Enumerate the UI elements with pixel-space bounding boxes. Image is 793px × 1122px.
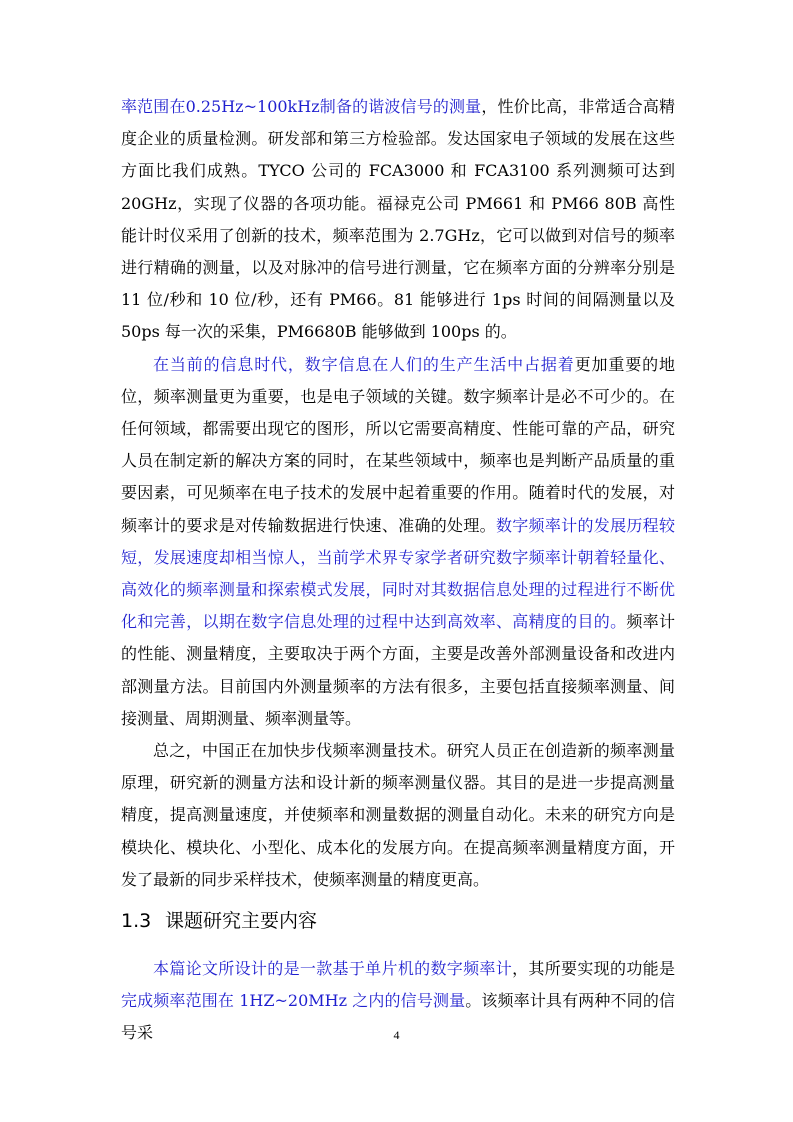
section-heading (121, 905, 317, 937)
paragraph-text: 频率计的性能、测量精度，主要取决于两个方面，主要是改善外部测量设备和改进内部测量方法。目前国内外测量频率的方法有很多，主要包括直接频率测量、间接测量、周期测量、频率测量等。 (121, 612, 675, 728)
paragraph-text: 总之，中国正在加快步伐频率测量技术。研究人员正在创造新的频率测量原理，研究新的测量方法和设计新的频率测量仪器。其目的是进一步提高测量精度，提高测量速度，并使频率和测量数据的测量自动化。未来的研究方向是模块化、模块化、小型化、成本化的发展方向。在提高频率测量精度方面，开发了最新的同步采样技术，使频率测量的精度更高。 (121, 741, 675, 889)
section-number: 1.3 (121, 910, 152, 932)
paragraph-2 (121, 349, 675, 735)
paragraph-3 (121, 735, 675, 896)
paragraph-text: ，性价比高，非常适合高精度企业的质量检测。研发部和第三方检验部。发达国家电子领域的发展在这些方面比我们成熟。TYCO 公司的 FCA3000 和 FCA3100 系列测频可达到 20GHz，实现了仪器的各项功能。福禄克公司 PM661 和 PM66 80B 高性能计时仪采用了创新的技术，频率范围为 2.7GHz，它可以做到对信号的频率进行精确的测量，以及对脉冲的信号进行测量，它在频率方面的分辨率分别是 11 位/秒和 10 位/秒，还有 PM66。81 能够进行 1ps 时间的间隔测量以及 50ps 每一次的采集，PM6680B 能够做到 100ps 的。 (121, 97, 675, 342)
page-number: 4 (393, 1028, 400, 1042)
highlighted-text: 完成频率范围在 1HZ~20MHz 之内的信号测量 (121, 991, 466, 1011)
paragraph-1 (121, 91, 675, 349)
highlighted-text: 数字频率计的发展历程较短，发展速度却相当惊人，当前学术界专家学者研究数字频率计朝着轻量化、高效化的频率测量和探索模式发展，同时对其数据信息处理的过程进行不断优化和完善，以期在数字信息处理的过程中达到高效率、高精度的目的。 (121, 515, 675, 632)
highlighted-text: 本篇论文所设计的是一款基于单片机的数字频率计 (153, 959, 513, 978)
paragraph-text: 更加重要的地位，频率测量更为重要，也是电子领域的关键。数字频率计是必不可少的。在任何领域，都需要出现它的图形，所以它需要高精度、性能可靠的产品，研究人员在制定新的解决方案的同时，在某些领域中，频率也是判断产品质量的重要因素，可见频率在电子技术的发展中起着重要的作用。随着时代的发展，对频率计的要求是对传输数据进行快速、准确的处理。 (121, 354, 675, 535)
body-text (121, 91, 675, 896)
highlighted-text: 率范围在0.25Hz~100kHz制备的谐波信号的测量 (121, 97, 482, 116)
paragraph-text: ，其所要实现的功能是 (512, 959, 675, 978)
highlighted-text: 在当前的信息时代，数字信息在人们的生产生活中占据着 (153, 354, 575, 374)
paragraph-text: 。该频率计具有两种不同的信号采 (121, 991, 675, 1043)
section-title: 课题研究主要内容 (165, 910, 318, 932)
